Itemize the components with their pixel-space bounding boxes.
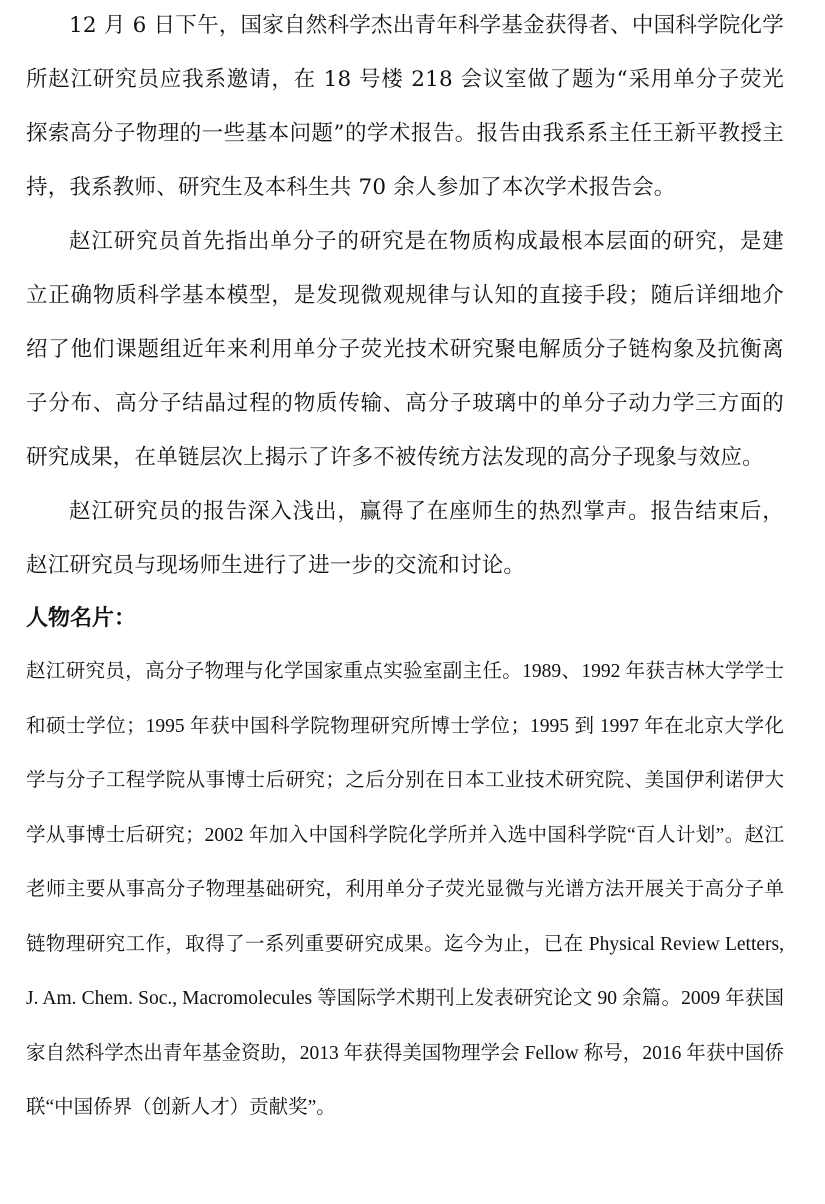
report-conclusion-paragraph: 赵江研究员的报告深入浅出，赢得了在座师生的热烈掌声。报告结束后，赵江研究员与现场师生进行了进一步的交流和讨论。 [26,499,784,578]
document-page [26,0,784,1136]
report-content-paragraph: 赵江研究员首先指出单分子的研究是在物质构成最根本层面的研究，是建立正确物质科学基本模型，是发现微观规律与认知的直接手段；随后详细地介绍了他们课题组近年来利用单分子荧光技术研究聚电解质分子链构象及抗衡离子分布、高分子结晶过程的物质传输、高分子玻璃中的单分子动力学三方面的研究成果，在单链层次上揭示了许多不被传统方法发现的高分子现象与效应。 [26,229,784,470]
profile-heading: 人物名片： [26,606,137,631]
report-intro-paragraph: 12 月 6 日下午，国家自然科学杰出青年科学基金获得者、中国科学院化学所赵江研究员应我系邀请，在 18 号楼 218 会议室做了题为“采用单分子荧光探索高分子物理的一些基本问题”的学术报告。报告由我系系主任王新平教授主持，我系教师、研究生及本科生共 70 余人参加了本次学术报告会。 [26,13,784,200]
profile-biography: 赵江研究员，高分子物理与化学国家重点实验室副主任。1989、1992 年获吉林大学学士和硕士学位；1995 年获中国科学院物理研究所博士学位；1995 到 1997 年在北京大学化学与分子工程学院从事博士后研究；之后分别在日本工业技术研究院、美国伊利诺伊大学从事博士后研究；2002 年加入中国科学院化学所并入选中国科学院“百人计划”。赵江老师主要从事高分子物理基础研究，利用单分子荧光显微与光谱方法开展关于高分子单链物理研究工作，取得了一系列重要研究成果。迄今为止，已在 Physical Review Letters, J. Am. Chem. Soc., Macromolecules 等国际学术期刊上发表研究论文 90 余篇。2009 年获国家自然科学杰出青年基金资助，2013 年获得美国物理学会 Fellow 称号，2016 年获中国侨联“中国侨界（创新人才）贡献奖”。 [26,661,784,1118]
